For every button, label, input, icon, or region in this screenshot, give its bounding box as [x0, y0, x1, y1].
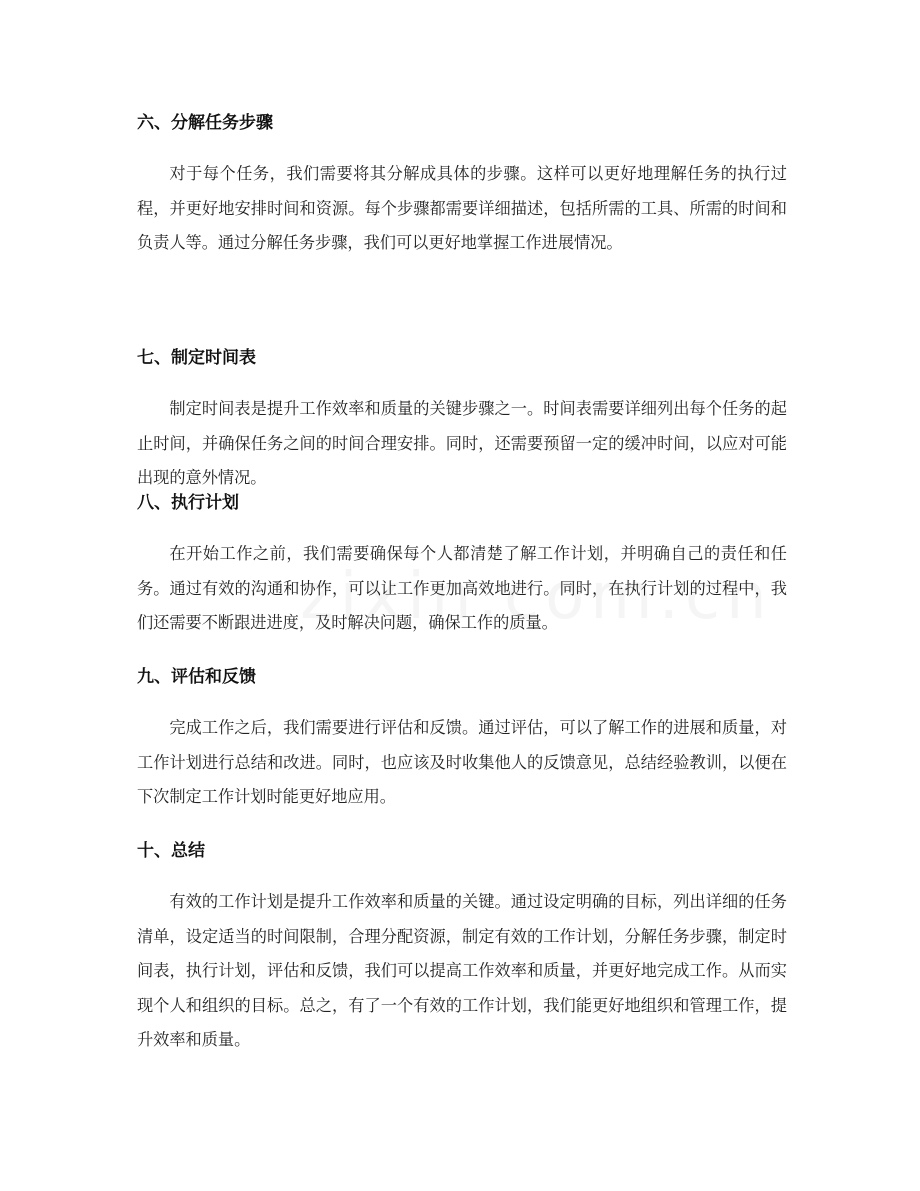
- section-heading: 六、分解任务步骤: [137, 113, 273, 133]
- section-timetable: [137, 346, 787, 496]
- section-execute-plan: [137, 491, 787, 641]
- section-heading: 九、评估和反馈: [137, 667, 256, 687]
- section-body: 对于每个任务，我们需要将其分解成具体的步骤。这样可以更好地理解任务的执行过程，并更好地安排时间和资源。每个步骤都需要详细描述，包括所需的工具、所需的时间和负责人等。通过分解任务步骤，我们可以更好地掌握工作进展情况。: [137, 164, 787, 252]
- section-summary: [137, 839, 787, 1058]
- section-body: 有效的工作计划是提升工作效率和质量的关键。通过设定明确的目标，列出详细的任务清单，设定适当的时间限制，合理分配资源，制定有效的工作计划，分解任务步骤，制定时间表，执行计划，评估和反馈，我们可以提高工作效率和质量，并更好地完成工作。从而实现个人和组织的目标。总之，有了一个有效的工作计划，我们能更好地组织和管理工作，提升效率和质量。: [137, 892, 787, 1049]
- section-evaluate-feedback: [137, 665, 787, 815]
- section-body: 在开始工作之前，我们需要确保每个人都清楚了解工作计划，并明确自己的责任和任务。通过有效的沟通和协作，可以让工作更加高效地进行。同时，在执行计划的过程中，我们还需要不断跟进进度，及时解决问题，确保工作的质量。: [137, 544, 787, 632]
- section-heading: 八、执行计划: [137, 493, 239, 513]
- section-heading: 十、总结: [137, 841, 205, 861]
- section-break-down-steps: [137, 111, 787, 261]
- section-heading: 七、制定时间表: [137, 348, 256, 368]
- section-body: 完成工作之后，我们需要进行评估和反馈。通过评估，可以了解工作的进展和质量，对工作计划进行总结和改进。同时，也应该及时收集他人的反馈意见，总结经验教训，以便在下次制定工作计划时能更好地应用。: [137, 718, 787, 806]
- section-body: 制定时间表是提升工作效率和质量的关键步骤之一。时间表需要详细列出每个任务的起止时间，并确保任务之间的时间合理安排。同时，还需要预留一定的缓冲时间，以应对可能出现的意外情况。: [137, 399, 787, 487]
